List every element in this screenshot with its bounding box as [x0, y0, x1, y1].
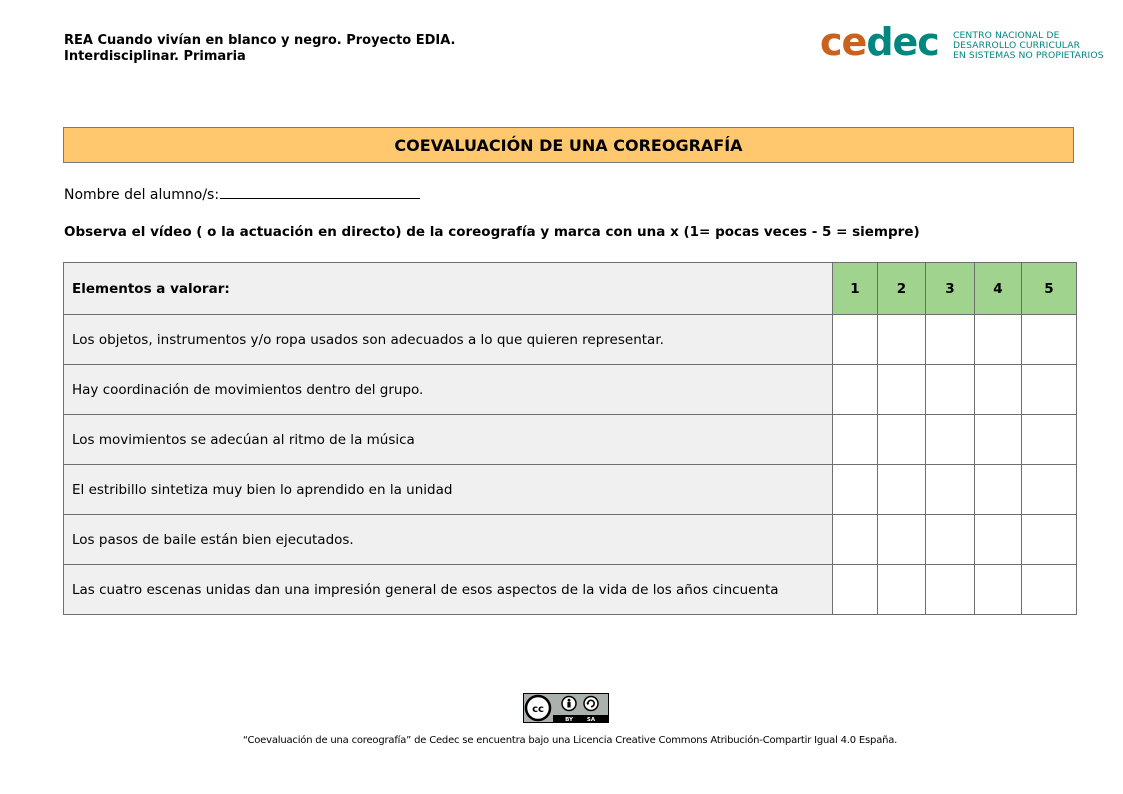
instructions-text: Observa el vídeo ( o la actuación en directo) de la coreografía y marca con una x (1= pocas veces - 5 = siempre): [64, 224, 920, 240]
evaluation-item: Los objetos, instrumentos y/o ropa usados son adecuados a lo que quieren representar.: [64, 315, 833, 365]
score-cell-2[interactable]: [878, 415, 926, 465]
score-cell-5[interactable]: [1022, 465, 1077, 515]
student-name-blank[interactable]: [220, 184, 420, 199]
document-title: [64, 33, 456, 65]
score-cell-4[interactable]: [975, 415, 1022, 465]
score-cell-3[interactable]: [926, 465, 975, 515]
score-header-3: 3: [926, 263, 975, 315]
score-cell-3[interactable]: [926, 565, 975, 615]
score-cell-4[interactable]: [975, 565, 1022, 615]
cedec-logo-subtitle: CENTRO NACIONAL DE DESARROLLO CURRICULAR EN SISTEMAS NO PROPIETARIOS: [953, 30, 1104, 61]
score-cell-3[interactable]: [926, 515, 975, 565]
score-cell-2[interactable]: [878, 365, 926, 415]
cedec-logo: [820, 20, 1104, 68]
document-title-line1: REA Cuando vivían en blanco y negro. Proyecto EDIA.: [64, 33, 456, 48]
document-title-line2: Interdisciplinar. Primaria: [64, 49, 246, 64]
table-row: [64, 365, 1077, 415]
score-cell-1[interactable]: [833, 315, 878, 365]
table-row: [64, 465, 1077, 515]
page-title: COEVALUACIÓN DE UNA COREOGRAFÍA: [394, 135, 743, 155]
score-cell-3[interactable]: [926, 365, 975, 415]
table-row: [64, 515, 1077, 565]
score-cell-5[interactable]: [1022, 415, 1077, 465]
student-name-field: [64, 184, 420, 203]
share-alike-icon: [584, 697, 598, 711]
cc-by-sa-badge: [523, 693, 609, 723]
evaluation-item: Las cuatro escenas unidas dan una impresión general de esos aspectos de la vida de los años cincuenta: [64, 565, 833, 615]
score-cell-1[interactable]: [833, 365, 878, 415]
score-cell-1[interactable]: [833, 565, 878, 615]
score-cell-2[interactable]: [878, 465, 926, 515]
evaluation-table: [63, 262, 1077, 615]
page-title-banner: [63, 127, 1074, 163]
score-header-2: 2: [878, 263, 926, 315]
score-cell-5[interactable]: [1022, 315, 1077, 365]
score-header-1: 1: [833, 263, 878, 315]
cedec-logo-wordmark: cedec: [820, 20, 939, 64]
license-text: “Coevaluación de una coreografía” de Cedec se encuentra bajo una Licencia Creative Commons Atribución-Compartir Igual 4.0 España.: [242, 735, 898, 746]
score-cell-2[interactable]: [878, 515, 926, 565]
score-cell-5[interactable]: [1022, 565, 1077, 615]
table-row: [64, 565, 1077, 615]
student-name-label: Nombre del alumno/s:: [64, 187, 220, 203]
score-cell-2[interactable]: [878, 565, 926, 615]
score-cell-3[interactable]: [926, 315, 975, 365]
table-row: [64, 415, 1077, 465]
evaluation-item: Los pasos de baile están bien ejecutados.: [64, 515, 833, 565]
evaluation-item: Los movimientos se adecúan al ritmo de la música: [64, 415, 833, 465]
score-cell-1[interactable]: [833, 515, 878, 565]
table-row: [64, 315, 1077, 365]
by-label: BY: [565, 717, 573, 723]
score-cell-1[interactable]: [833, 415, 878, 465]
items-column-header: Elementos a valorar:: [64, 263, 833, 315]
score-cell-5[interactable]: [1022, 365, 1077, 415]
score-cell-4[interactable]: [975, 365, 1022, 415]
score-cell-3[interactable]: [926, 415, 975, 465]
score-header-4: 4: [975, 263, 1022, 315]
score-cell-1[interactable]: [833, 465, 878, 515]
score-cell-5[interactable]: [1022, 515, 1077, 565]
table-header-row: [64, 263, 1077, 315]
sa-label: SA: [586, 717, 596, 723]
evaluation-item: El estribillo sintetiza muy bien lo aprendido en la unidad: [64, 465, 833, 515]
score-header-5: 5: [1022, 263, 1077, 315]
score-cell-2[interactable]: [878, 315, 926, 365]
score-cell-4[interactable]: [975, 315, 1022, 365]
svg-text:cc: cc: [532, 704, 544, 715]
evaluation-item: Hay coordinación de movimientos dentro del grupo.: [64, 365, 833, 415]
score-cell-4[interactable]: [975, 515, 1022, 565]
score-cell-4[interactable]: [975, 465, 1022, 515]
